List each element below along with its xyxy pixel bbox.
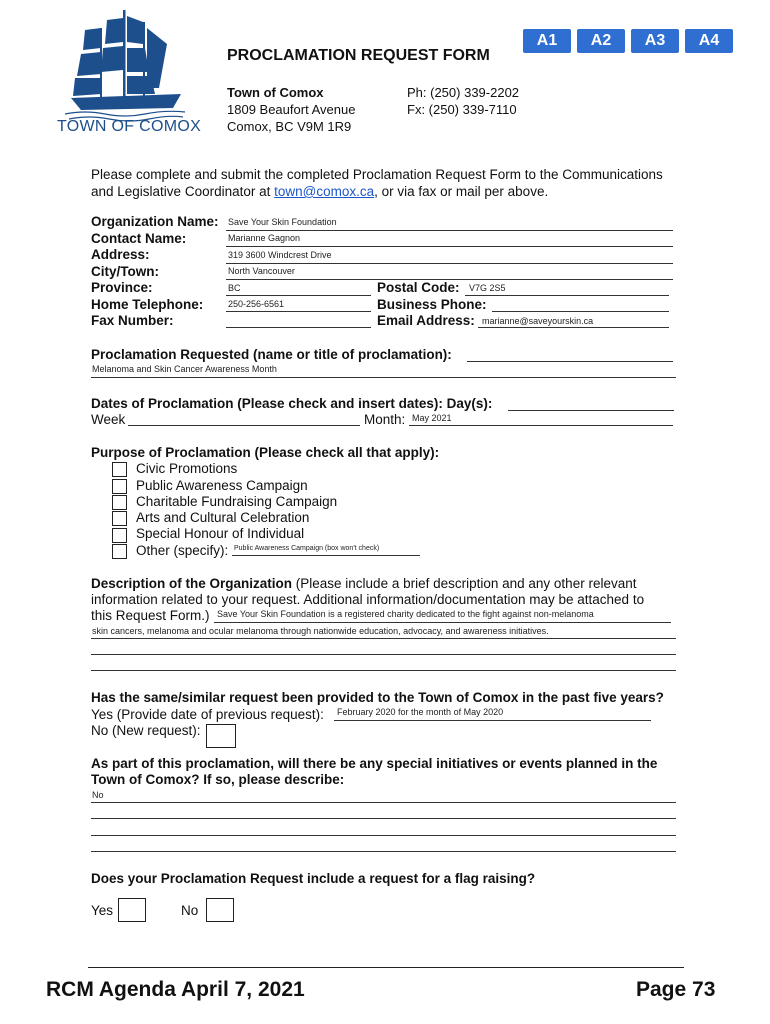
address-field-line [226,263,673,264]
intro-line2-post: , or via fax or mail per above. [374,184,549,199]
initiatives-field[interactable]: No [92,790,104,800]
proclamation-field[interactable]: Melanoma and Skin Cancer Awareness Month [92,364,277,374]
checkbox-special-honour[interactable] [112,528,127,543]
purpose-label: Purpose of Proclamation (Please check all that apply): [91,445,440,460]
previous-question: Has the same/similar request been provided to the Town of Comox in the past five years? [91,690,664,705]
town-address-line1: 1809 Beaufort Avenue [227,102,356,117]
description-field-line2[interactable]: skin cancers, melanoma and ocular melanoma through nationwide education, advocacy, and awareness initiatives. [92,626,549,636]
option-arts-culture: Arts and Cultural Celebration [136,510,310,525]
description-label-bold: Description of the Organization [91,576,293,591]
footer-agenda: RCM Agenda April 7, 2021 [46,978,305,1001]
contact-label: Contact Name: [91,230,187,246]
month-field-line [409,425,673,426]
province-field[interactable]: BC [228,283,241,293]
flag-yes-checkbox[interactable] [118,898,146,922]
business-phone-field-line [492,311,669,312]
organization-field-line [226,230,673,231]
logo-text: TOWN OF COMOX [57,118,202,135]
initiatives-line-1 [91,802,676,803]
week-label: Week [91,412,126,427]
footer-page: Page 73 [636,978,716,1001]
description-field-line1[interactable]: Save Your Skin Foundation is a registered charity dedicated to the fight against non-melanoma [217,609,594,619]
home-phone-field-line [226,311,371,312]
attachment-tabs [523,29,733,53]
description-line-1 [214,622,671,623]
previous-no-checkbox[interactable] [206,724,236,748]
contact-field-line [226,246,673,247]
postal-label: Postal Code: [377,280,460,295]
initiatives-question-line1: As part of this proclamation, will there be any special initiatives or events planned in the [91,756,658,771]
description-line-2 [91,638,676,639]
province-field-line [226,295,371,296]
previous-no-label: No (New request): [91,723,201,738]
checkbox-charitable-fundraising[interactable] [112,495,127,510]
description-line2: information related to your request. Additional information/documentation may be attached to [91,592,645,607]
tab-a3[interactable]: A3 [631,29,679,53]
fax-label: Fax Number: [91,313,174,328]
option-other: Other (specify): [136,543,229,558]
fax-field-line [226,327,371,328]
town-fax: Fx: (250) 339-7110 [407,102,517,117]
initiatives-question-line2: Town of Comox? If so, please describe: [91,772,345,787]
option-civic-promotions: Civic Promotions [136,461,238,476]
email-label: Email Address: [377,313,475,328]
proclamation-label: Proclamation Requested (name or title of proclamation): [91,347,452,362]
description-label-rest: (Please include a brief description and any other relevant [292,576,637,591]
home-phone-label: Home Telephone: [91,296,204,312]
checkbox-other[interactable] [112,544,127,559]
tab-a2[interactable]: A2 [577,29,625,53]
postal-field-line [465,295,669,296]
option-charitable-fundraising: Charitable Fundraising Campaign [136,494,338,509]
checkbox-civic-promotions[interactable] [112,462,127,477]
previous-yes-field-line [334,720,651,721]
other-field[interactable]: Public Awareness Campaign (box won't check) [234,545,380,552]
description-line3: this Request Form.) [91,608,210,623]
description-line-3 [91,654,676,655]
email-link[interactable]: town@comox.ca [274,184,375,199]
email-field-line [478,327,669,328]
option-special-honour: Special Honour of Individual [136,526,305,541]
province-label: Province: [91,280,153,295]
postal-field[interactable]: V7G 2S5 [469,283,506,293]
dates-label: Dates of Proclamation (Please check and insert dates): Day(s): [91,396,493,411]
initiatives-line-3 [91,835,676,836]
month-field[interactable]: May 2021 [412,413,452,423]
flag-question: Does your Proclamation Request include a request for a flag raising? [91,871,536,886]
month-label: Month: [364,412,406,427]
week-field-line [128,425,360,426]
city-field[interactable]: North Vancouver [228,266,295,276]
flag-yes-label: Yes [91,903,114,918]
description-line-4 [91,670,676,671]
email-field[interactable]: marianne@saveyourskin.ca [482,316,594,326]
previous-yes-field[interactable]: February 2020 for the month of May 2020 [337,707,504,717]
other-field-line [232,555,420,556]
flag-no-label: No [181,903,199,918]
tab-a1[interactable]: A1 [523,29,571,53]
flag-no-checkbox[interactable] [206,898,234,922]
days-field-line [508,410,674,411]
town-phone: Ph: (250) 339-2202 [407,85,520,100]
town-address [227,84,355,135]
organization-field[interactable]: Save Your Skin Foundation [228,217,337,227]
footer-divider [88,967,684,968]
address-label: Address: [91,247,150,262]
option-public-awareness: Public Awareness Campaign [136,478,308,493]
description-label [91,575,636,592]
town-address-line2: Comox, BC V9M 1R9 [227,119,352,134]
city-label: City/Town: [91,263,159,279]
town-name: Town of Comox [227,85,324,100]
intro-line2-pre: and Legislative Coordinator at [91,184,275,199]
intro-line1: Please complete and submit the completed Proclamation Request Form to the Communications [91,167,663,182]
initiatives-line-4 [91,851,676,852]
home-phone-field[interactable]: 250-256-6561 [228,299,285,309]
checkbox-arts-culture[interactable] [112,511,127,526]
intro-text [91,166,663,200]
intro-line2 [91,183,663,200]
address-field[interactable]: 319 3600 Windcrest Drive [228,250,332,260]
contact-field[interactable]: Marianne Gagnon [228,233,301,243]
contact-labels [91,214,219,330]
form-title: PROCLAMATION REQUEST FORM [227,47,490,64]
proclamation-field-line [91,377,676,378]
initiatives-line-2 [91,818,676,819]
tab-a4[interactable]: A4 [685,29,733,53]
previous-yes-label: Yes (Provide date of previous request): [91,707,324,722]
organization-label: Organization Name: [91,214,219,229]
business-phone-label: Business Phone: [377,296,487,312]
town-contact [407,84,519,118]
checkbox-public-awareness[interactable] [112,479,127,494]
proclamation-label-line [467,361,673,362]
